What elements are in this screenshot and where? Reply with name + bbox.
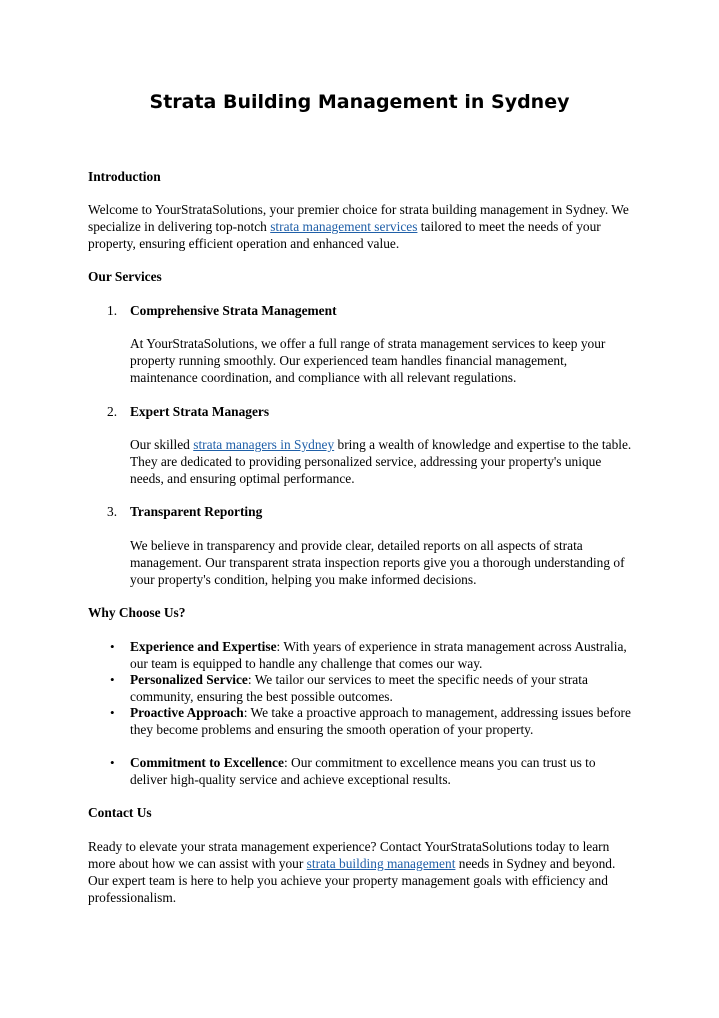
service-title-expert-managers: Expert Strata Managers (130, 404, 270, 419)
bullet-icon: • (110, 672, 115, 687)
list-item-label: Commitment to Excellence (130, 755, 284, 770)
why-choose-us-heading: Why Choose Us? (88, 605, 186, 620)
service-text: At YourStrataSolutions, we offer a full range of strata management services to keep your property running smoothly. Our experienced team handles financial management, maintenance coordination, and compliance with all relevant regulations. (130, 336, 606, 385)
page-title: Strata Building Management in Sydney (149, 91, 570, 113)
service-number: 3. (107, 504, 118, 519)
contact-text-end: needs in Sydney and beyond. Our expert team is here to help you achieve your property management goals with efficiency and professionalism. (88, 856, 616, 905)
strata-managers-in-sydney-link[interactable]: strata managers in Sydney (193, 437, 335, 452)
list-item (130, 704, 635, 738)
service-text-end: bring a wealth of knowledge and expertise to the table. They are dedicated to providing personalized service, addressing your property's unique needs, and ensuring optimal performance. (130, 437, 632, 486)
service-paragraph-expert-managers (130, 436, 635, 487)
contact-us-heading: Contact Us (88, 805, 152, 820)
list-item-label: Proactive Approach (130, 705, 244, 720)
list-item-text: : We take a proactive approach to management, addressing issues before they become problems and ensuring the smooth operation of your property. (130, 705, 631, 737)
service-paragraph-transparent-reporting (130, 537, 635, 588)
service-text: We believe in transparency and provide clear, detailed reports on all aspects of strata management. Our transparent strata inspection reports give you a thorough understanding of your property's condition, helping you make informed decisions. (130, 538, 625, 587)
bullet-icon: • (110, 639, 115, 654)
strata-building-management-link[interactable]: strata building management (306, 856, 456, 871)
list-item-text: : We tailor our services to meet the specific needs of your strata community, ensuring the best possible outcomes. (130, 672, 588, 704)
intro-text-end: tailored to meet the needs of your property, ensuring efficient operation and enhanced value. (88, 219, 601, 251)
service-title-comprehensive: Comprehensive Strata Management (130, 303, 337, 318)
strata-management-services-link[interactable]: strata management services (270, 219, 418, 234)
service-title-transparent-reporting: Transparent Reporting (130, 504, 263, 519)
list-item-label: Experience and Expertise (130, 639, 277, 654)
list-item-text: : With years of experience in strata management across Australia, our team is equipped to handle any challenge that comes our way. (130, 639, 627, 671)
intro-text: Welcome to YourStrataSolutions, your premier choice for strata building management in Sydney. We specialize in delivering top-notch (88, 202, 629, 234)
service-text: Our skilled (130, 437, 194, 452)
service-number: 1. (107, 303, 118, 318)
list-item (130, 754, 635, 788)
service-paragraph-comprehensive (130, 335, 635, 386)
introduction-heading: Introduction (88, 169, 161, 184)
list-item (130, 638, 635, 672)
contact-paragraph (88, 838, 633, 906)
bullet-icon: • (110, 755, 115, 770)
introduction-paragraph (88, 201, 633, 252)
list-item-label: Personalized Service (130, 672, 248, 687)
contact-text: Ready to elevate your strata management experience? Contact YourStrataSolutions today to learn more about how we can assist with your (88, 839, 610, 871)
bullet-icon: • (110, 705, 115, 720)
list-item-text: : Our commitment to excellence means you can trust us to deliver high-quality service and achieve exceptional results. (130, 755, 596, 787)
our-services-heading: Our Services (88, 269, 162, 284)
service-number: 2. (107, 404, 118, 419)
list-item (130, 671, 635, 705)
